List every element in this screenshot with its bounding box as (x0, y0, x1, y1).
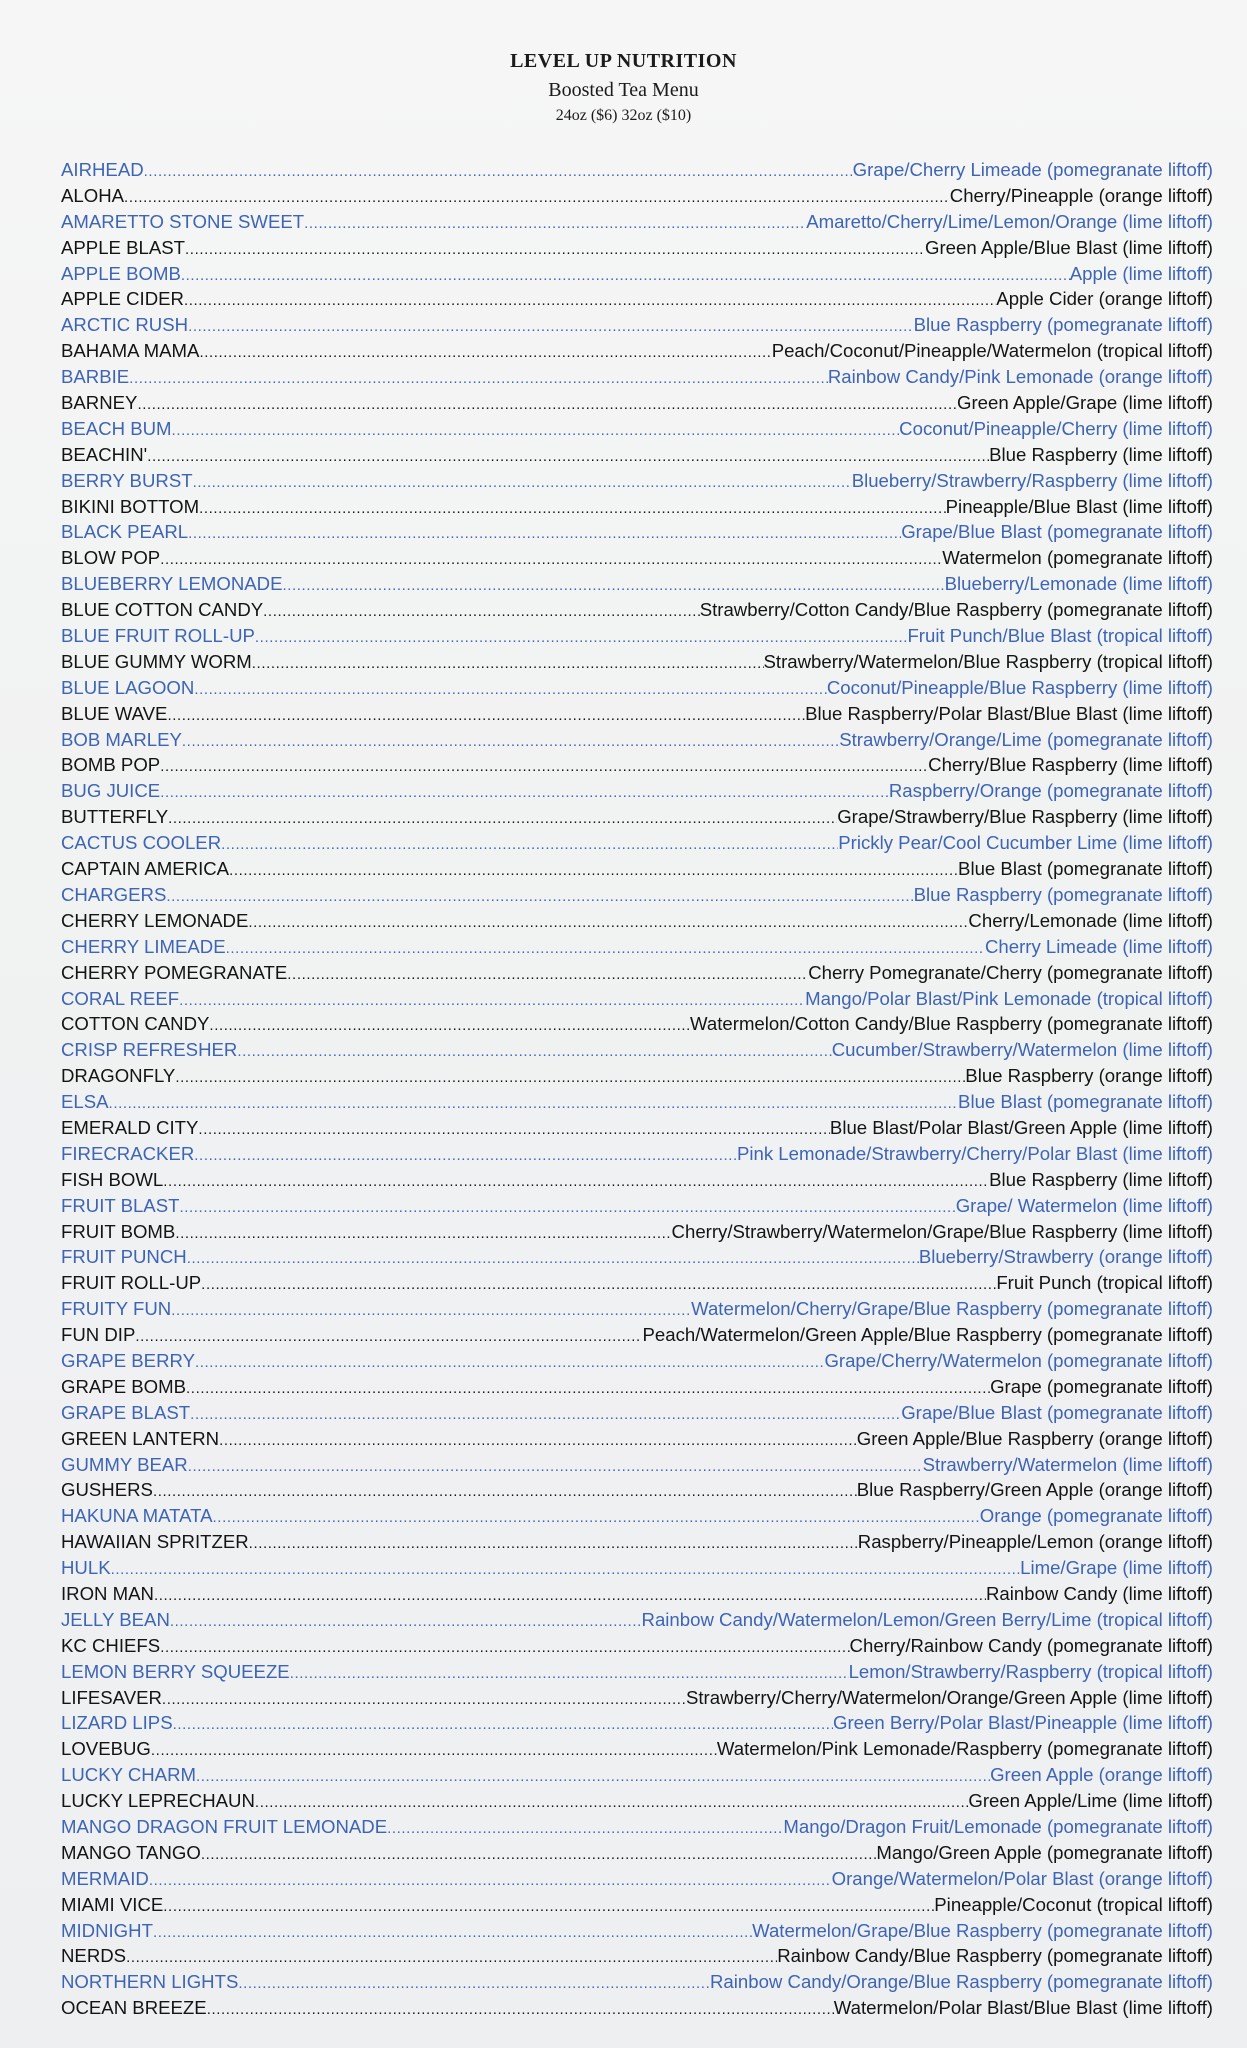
drink-flavors: Grape/ Watermelon (lime liftoff) (955, 1194, 1213, 1216)
drink-flavors: Rainbow Candy/Watermelon/Lemon/Green Berry/Lime (tropical liftoff) (641, 1608, 1213, 1630)
drink-flavors: Green Apple/Grape (lime liftoff) (957, 392, 1213, 414)
dot-leader (213, 1509, 980, 1526)
dot-leader (196, 1768, 990, 1785)
drink-flavors: Strawberry/Watermelon/Blue Raspberry (tropical liftoff) (763, 650, 1213, 672)
list-item (61, 159, 1213, 185)
drink-name: ALOHA (61, 184, 125, 206)
drink-flavors: Cherry/Rainbow Candy (pomegranate liftoff) (849, 1634, 1213, 1656)
drink-name: HAKUNA MATATA (61, 1505, 213, 1527)
drink-flavors: Rainbow Candy/Orange/Blue Raspberry (pomegranate liftoff) (710, 1971, 1213, 1993)
list-item (61, 1816, 1213, 1842)
dot-leader (188, 525, 901, 542)
drink-flavors: Grape/Strawberry/Blue Raspberry (lime liftoff) (837, 806, 1213, 828)
dot-leader (160, 784, 889, 801)
dot-leader (188, 318, 914, 335)
dot-leader (173, 1716, 833, 1733)
list-item (61, 1790, 1213, 1816)
list-item (61, 1221, 1213, 1247)
list-item (61, 573, 1213, 599)
list-item (61, 418, 1213, 444)
drink-name: BUTTERFLY (61, 806, 169, 828)
dot-leader (175, 1069, 965, 1086)
drink-name: GUSHERS (61, 1479, 153, 1501)
drink-name: GUMMY BEAR (61, 1453, 188, 1475)
list-item (61, 1195, 1213, 1221)
drink-list (61, 159, 1213, 2023)
list-item (61, 1350, 1213, 1376)
drink-flavors: Pink Lemonade/Strawberry/Cherry/Polar Blast (lime liftoff) (736, 1142, 1213, 1164)
drink-name: FRUIT ROLL-UP (61, 1272, 202, 1294)
drink-name: CHERRY POMEGRANATE (61, 961, 288, 983)
drink-flavors: Apple (lime liftoff) (1069, 262, 1213, 284)
drink-flavors: Green Berry/Polar Blast/Pineapple (lime liftoff) (833, 1712, 1213, 1734)
drink-name: BARBIE (61, 366, 130, 388)
drink-flavors: Grape/Blue Blast (pomegranate liftoff) (901, 521, 1213, 543)
drink-name: GREEN LANTERN (61, 1427, 220, 1449)
list-item (61, 1920, 1213, 1946)
drink-name: MERMAID (61, 1867, 149, 1889)
drink-flavors: Pineapple/Blue Blast (lime liftoff) (945, 495, 1213, 517)
list-item (61, 1505, 1213, 1531)
list-item (61, 470, 1213, 496)
drink-flavors: Blue Blast/Polar Blast/Green Apple (lime liftoff) (829, 1116, 1213, 1138)
drink-name: BLUE GUMMY WORM (61, 650, 252, 672)
list-item (61, 884, 1213, 910)
dot-leader (135, 1328, 642, 1345)
drink-name: APPLE BOMB (61, 262, 181, 284)
drink-name: GRAPE BLAST (61, 1401, 191, 1423)
drink-name: HAWAIIAN SPRITZER (61, 1531, 249, 1553)
drink-flavors: Strawberry/Orange/Lime (pomegranate liftoff) (839, 728, 1213, 750)
list-item (61, 1661, 1213, 1687)
drink-name: BLUE FRUIT ROLL-UP (61, 625, 255, 647)
list-item (61, 1971, 1213, 1997)
list-item (61, 444, 1213, 470)
dot-leader (179, 992, 805, 1009)
dot-leader (126, 1949, 777, 1966)
list-item (61, 677, 1213, 703)
drink-flavors: Strawberry/Cotton Candy/Blue Raspberry (pomegranate liftoff) (699, 599, 1213, 621)
drink-name: GRAPE BOMB (61, 1375, 187, 1397)
list-item (61, 1091, 1213, 1117)
list-item (61, 1712, 1213, 1738)
dot-leader (163, 1898, 934, 1915)
list-item (61, 962, 1213, 988)
drink-name: MIAMI VICE (61, 1893, 164, 1915)
dot-leader (147, 448, 989, 465)
drink-name: BOB MARLEY (61, 728, 182, 750)
dot-leader (194, 1147, 737, 1164)
list-item (61, 547, 1213, 573)
drink-flavors: Cherry/Lemonade (lime liftoff) (968, 909, 1213, 931)
list-item (61, 1272, 1213, 1298)
list-item (61, 780, 1213, 806)
drink-flavors: Blue Raspberry/Polar Blast/Blue Blast (lime liftoff) (805, 702, 1213, 724)
dot-leader (109, 1095, 959, 1112)
drink-flavors: Cucumber/Strawberry/Watermelon (lime liftoff) (831, 1039, 1213, 1061)
dot-leader (187, 1250, 919, 1267)
drink-name: FISH BOWL (61, 1168, 164, 1190)
dot-leader (255, 629, 908, 646)
dot-leader (248, 914, 968, 931)
drink-flavors: Blue Raspberry (lime liftoff) (989, 443, 1213, 465)
drink-flavors: Green Apple (orange liftoff) (990, 1764, 1213, 1786)
drink-name: AMARETTO STONE SWEET (61, 210, 305, 232)
drink-name: LIFESAVER (61, 1686, 162, 1708)
drink-flavors: Watermelon (pomegranate liftoff) (942, 547, 1213, 569)
list-item (61, 392, 1213, 418)
dot-leader (221, 836, 838, 853)
drink-name: LUCKY LEPRECHAUN (61, 1790, 255, 1812)
drink-flavors: Lemon/Strawberry/Raspberry (tropical liftoff) (848, 1660, 1213, 1682)
list-item (61, 366, 1213, 392)
dot-leader (207, 2001, 834, 2018)
drink-flavors: Peach/Coconut/Pineapple/Watermelon (tropical liftoff) (771, 340, 1213, 362)
list-item (61, 729, 1213, 755)
dot-leader (198, 1121, 830, 1138)
dot-leader (290, 1665, 849, 1682)
dot-leader (188, 1458, 923, 1475)
list-item (61, 1738, 1213, 1764)
list-item (61, 263, 1213, 289)
list-item (61, 1117, 1213, 1143)
dot-leader (229, 862, 958, 879)
drink-flavors: Orange/Watermelon/Polar Blast (orange liftoff) (831, 1867, 1213, 1889)
drink-flavors: Rainbow Candy/Pink Lemonade (orange liftoff) (827, 366, 1213, 388)
drink-name: BLUE LAGOON (61, 676, 195, 698)
drink-name: CHERRY LEMONADE (61, 909, 249, 931)
dot-leader (167, 707, 805, 724)
dot-leader (153, 1483, 857, 1500)
drink-flavors: Blueberry/Lemonade (lime liftoff) (944, 573, 1213, 595)
drink-flavors: Watermelon/Grape/Blue Raspberry (pomegranate liftoff) (752, 1919, 1213, 1941)
dot-leader (263, 603, 700, 620)
drink-flavors: Raspberry/Pineapple/Lemon (orange liftoff) (857, 1531, 1213, 1553)
drink-flavors: Prickly Pear/Cool Cucumber Lime (lime liftoff) (838, 832, 1213, 854)
list-item (61, 1945, 1213, 1971)
dot-leader (195, 1354, 824, 1371)
list-item (61, 1065, 1213, 1091)
drink-flavors: Blue Blast (pomegranate liftoff) (958, 858, 1213, 880)
dot-leader (387, 1820, 783, 1837)
list-item (61, 314, 1213, 340)
list-item (61, 651, 1213, 677)
dot-leader (163, 1173, 989, 1190)
dot-leader (153, 1924, 752, 1941)
dot-leader (249, 1535, 858, 1552)
drink-name: BLOW POP (61, 547, 161, 569)
drink-flavors: Mango/Dragon Fruit/Lemonade (pomegranate liftoff) (783, 1816, 1213, 1837)
list-item (61, 599, 1213, 625)
list-item (61, 1842, 1213, 1868)
drink-name: JELLY BEAN (61, 1608, 170, 1630)
list-item (61, 1169, 1213, 1195)
dot-leader (170, 1613, 642, 1630)
list-item (61, 1246, 1213, 1272)
drink-name: BLACK PEARL (61, 521, 189, 543)
drink-flavors: Watermelon/Cotton Candy/Blue Raspberry (pomegranate liftoff) (690, 1013, 1213, 1035)
drink-flavors: Grape (pomegranate liftoff) (990, 1375, 1213, 1397)
dot-leader (129, 370, 828, 387)
list-item (61, 1376, 1213, 1402)
drink-name: ARCTIC RUSH (61, 314, 189, 336)
menu-subtitle: Boosted Tea Menu (548, 79, 699, 101)
dot-leader (185, 241, 925, 258)
drink-flavors: Cherry Limeade (lime liftoff) (984, 935, 1213, 957)
list-item (61, 237, 1213, 263)
drink-flavors: Mango/Polar Blast/Pink Lemonade (tropical liftoff) (805, 987, 1213, 1009)
list-item (61, 1039, 1213, 1065)
drink-name: KC CHIEFS (61, 1634, 161, 1656)
drink-flavors: Watermelon/Polar Blast/Blue Blast (lime liftoff) (833, 1997, 1213, 2019)
drink-name: FRUIT BOMB (61, 1220, 176, 1242)
drink-name: CHARGERS (61, 883, 167, 905)
dot-leader (201, 1846, 877, 1863)
drink-flavors: Blue Raspberry (pomegranate liftoff) (913, 883, 1213, 905)
dot-leader (175, 1225, 671, 1242)
drink-flavors: Green Apple/Blue Blast (lime liftoff) (925, 236, 1213, 258)
drink-name: ELSA (61, 1091, 109, 1113)
drink-flavors: Cherry Pomegranate/Cherry (pomegranate liftoff) (808, 961, 1213, 983)
dot-leader (162, 1691, 686, 1708)
dot-leader (194, 681, 827, 698)
drink-flavors: Green Apple/Lime (lime liftoff) (968, 1790, 1213, 1812)
dot-leader (193, 474, 852, 491)
dot-leader (190, 1406, 901, 1423)
list-item (61, 1324, 1213, 1350)
dot-leader (171, 1302, 691, 1319)
drink-flavors: Pineapple/Coconut (tropical liftoff) (934, 1893, 1213, 1915)
dot-leader (166, 888, 913, 905)
list-item (61, 910, 1213, 936)
list-item (61, 1531, 1213, 1557)
list-item (61, 806, 1213, 832)
drink-flavors: Rainbow Candy (lime liftoff) (985, 1582, 1213, 1604)
list-item (61, 988, 1213, 1014)
drink-name: CACTUS COOLER (61, 832, 222, 854)
drink-name: CHERRY LIMEADE (61, 935, 226, 957)
drink-name: BEACH BUM (61, 417, 172, 439)
drink-flavors: Watermelon/Cherry/Grape/Blue Raspberry (pomegranate liftoff) (691, 1298, 1213, 1320)
drink-flavors: Grape/Blue Blast (pomegranate liftoff) (901, 1401, 1213, 1423)
drink-flavors: Blue Raspberry (orange liftoff) (965, 1065, 1213, 1087)
drink-name: IRON MAN (61, 1582, 154, 1604)
list-item (61, 521, 1213, 547)
list-item (61, 288, 1213, 314)
list-item (61, 754, 1213, 780)
dot-leader (255, 1794, 968, 1811)
list-item (61, 496, 1213, 522)
list-item (61, 1428, 1213, 1454)
drink-flavors: Cherry/Strawberry/Watermelon/Grape/Blue Raspberry (lime liftoff) (671, 1220, 1213, 1242)
drink-name: MIDNIGHT (61, 1919, 153, 1941)
drink-flavors: Rainbow Candy/Blue Raspberry (pomegranate liftoff) (777, 1945, 1213, 1967)
list-item (61, 1143, 1213, 1169)
list-item (61, 185, 1213, 211)
drink-name: BOMB POP (61, 754, 161, 776)
drink-flavors: Blueberry/Strawberry (orange liftoff) (918, 1246, 1213, 1268)
dot-leader (181, 267, 1070, 284)
drink-flavors: Orange (pomegranate liftoff) (979, 1505, 1213, 1527)
drink-name: CRISP REFRESHER (61, 1039, 238, 1061)
dot-leader (199, 344, 771, 361)
dot-leader (149, 1872, 832, 1889)
drink-name: BEACHIN' (61, 443, 148, 465)
drink-name: LOVEBUG (61, 1738, 151, 1760)
list-item (61, 1479, 1213, 1505)
list-item (61, 1298, 1213, 1324)
list-item (61, 936, 1213, 962)
drink-flavors: Watermelon/Pink Lemonade/Raspberry (pomegranate liftoff) (716, 1738, 1213, 1760)
drink-name: CORAL REEF (61, 987, 180, 1009)
dot-leader (179, 1199, 955, 1216)
list-item (61, 1013, 1213, 1039)
dot-leader (287, 966, 808, 983)
list-item (61, 858, 1213, 884)
dot-leader (186, 1380, 990, 1397)
dot-leader (172, 422, 900, 439)
list-item (61, 832, 1213, 858)
drink-flavors: Amaretto/Cherry/Lime/Lemon/Orange (lime liftoff) (806, 210, 1213, 232)
dot-leader (137, 396, 957, 413)
drink-name: LIZARD LIPS (61, 1712, 173, 1734)
drink-name: EMERALD CITY (61, 1116, 199, 1138)
dot-leader (304, 215, 806, 232)
list-item (61, 340, 1213, 366)
dot-leader (160, 758, 928, 775)
drink-flavors: Raspberry/Orange (pomegranate liftoff) (888, 780, 1213, 802)
drink-name: DRAGONFLY (61, 1065, 176, 1087)
drink-name: LUCKY CHARM (61, 1764, 197, 1786)
drink-name: GRAPE BERRY (61, 1349, 195, 1371)
drink-name: BERRY BURST (61, 469, 193, 491)
dot-leader (209, 1017, 690, 1034)
drink-flavors: Lime/Grape (lime liftoff) (1020, 1557, 1213, 1579)
dot-leader (182, 733, 839, 750)
drink-flavors: Fruit Punch (tropical liftoff) (996, 1272, 1213, 1294)
drink-name: APPLE CIDER (61, 288, 184, 310)
list-item (61, 1894, 1213, 1920)
dot-leader (219, 1432, 857, 1449)
dot-leader (199, 500, 946, 517)
drink-flavors: Blue Raspberry (pomegranate liftoff) (913, 314, 1213, 336)
drink-name: COTTON CANDY (61, 1013, 210, 1035)
drink-name: BLUEBERRY LEMONADE (61, 573, 283, 595)
list-item (61, 1454, 1213, 1480)
list-item (61, 1997, 1213, 2023)
dot-leader (160, 1639, 849, 1656)
dot-leader (252, 655, 764, 672)
drink-flavors: Apple Cider (orange liftoff) (996, 288, 1213, 310)
drink-name: AIRHEAD (61, 159, 144, 180)
dot-leader (160, 551, 942, 568)
drink-flavors: Strawberry/Watermelon (lime liftoff) (922, 1453, 1213, 1475)
drink-flavors: Blueberry/Strawberry/Raspberry (lime liftoff) (851, 469, 1213, 491)
dot-leader (238, 1975, 710, 1992)
drink-flavors: Grape/Cherry/Watermelon (pomegranate liftoff) (824, 1349, 1213, 1371)
drink-name: MANGO TANGO (61, 1841, 201, 1863)
drink-name: BAHAMA MAMA (61, 340, 200, 362)
list-item (61, 1635, 1213, 1661)
dot-leader (111, 1561, 1021, 1578)
list-item (61, 1402, 1213, 1428)
drink-flavors: Coconut/Pineapple/Blue Raspberry (lime liftoff) (826, 676, 1213, 698)
page-title: LEVEL UP NUTRITION (510, 50, 737, 72)
dot-leader (226, 940, 985, 957)
drink-name: BLUE WAVE (61, 702, 168, 724)
drink-name: FRUIT BLAST (61, 1194, 180, 1216)
drink-name: FUN DIP (61, 1324, 136, 1346)
drink-name: FIRECRACKER (61, 1142, 195, 1164)
drink-name: BUG JUICE (61, 780, 161, 802)
list-item (61, 703, 1213, 729)
dot-leader (237, 1043, 831, 1060)
drink-name: NERDS (61, 1945, 127, 1967)
drink-flavors: Grape/Cherry Limeade (pomegranate liftoff) (852, 159, 1213, 180)
drink-flavors: Blue Raspberry/Green Apple (orange liftoff) (856, 1479, 1213, 1501)
drink-name: HULK (61, 1557, 111, 1579)
drink-name: NORTHERN LIGHTS (61, 1971, 239, 1993)
list-item (61, 1868, 1213, 1894)
drink-flavors: Cherry/Blue Raspberry (lime liftoff) (928, 754, 1213, 776)
drink-flavors: Cherry/Pineapple (orange liftoff) (949, 184, 1213, 206)
drink-flavors: Strawberry/Cherry/Watermelon/Orange/Green Apple (lime liftoff) (685, 1686, 1213, 1708)
drink-flavors: Fruit Punch/Blue Blast (tropical liftoff) (907, 625, 1213, 647)
drink-name: LEMON BERRY SQUEEZE (61, 1660, 290, 1682)
drink-flavors: Blue Blast (pomegranate liftoff) (958, 1091, 1213, 1113)
dot-leader (124, 189, 950, 206)
drink-name: OCEAN BREEZE (61, 1997, 207, 2019)
drink-flavors: Blue Raspberry (lime liftoff) (989, 1168, 1213, 1190)
drink-name: BLUE COTTON CANDY (61, 599, 264, 621)
list-item (61, 1764, 1213, 1790)
list-item (61, 1687, 1213, 1713)
list-item (61, 211, 1213, 237)
dot-leader (154, 1587, 986, 1604)
drink-flavors: Peach/Watermelon/Green Apple/Blue Raspberry (pomegranate liftoff) (642, 1324, 1213, 1346)
list-item (61, 625, 1213, 651)
dot-leader (282, 577, 944, 594)
dot-leader (168, 810, 837, 827)
drink-name: BIKINI BOTTOM (61, 495, 200, 517)
drink-flavors: Coconut/Pineapple/Cherry (lime liftoff) (899, 417, 1213, 439)
dot-leader (201, 1276, 996, 1293)
dot-leader (144, 163, 853, 180)
list-item (61, 1609, 1213, 1635)
size-prices: 24oz ($6) 32oz ($10) (555, 107, 692, 124)
drink-flavors: Green Apple/Blue Raspberry (orange liftoff) (856, 1427, 1213, 1449)
drink-name: APPLE BLAST (61, 236, 186, 258)
dot-leader (184, 292, 996, 309)
drink-name: FRUITY FUN (61, 1298, 172, 1320)
list-item (61, 1583, 1213, 1609)
drink-name: CAPTAIN AMERICA (61, 858, 230, 880)
dot-leader (151, 1742, 717, 1759)
drink-name: BARNEY (61, 392, 138, 414)
list-item (61, 1557, 1213, 1583)
drink-name: MANGO DRAGON FRUIT LEMONADE (61, 1816, 388, 1837)
drink-flavors: Mango/Green Apple (pomegranate liftoff) (876, 1841, 1213, 1863)
menu-header (0, 48, 1247, 127)
drink-name: FRUIT PUNCH (61, 1246, 187, 1268)
